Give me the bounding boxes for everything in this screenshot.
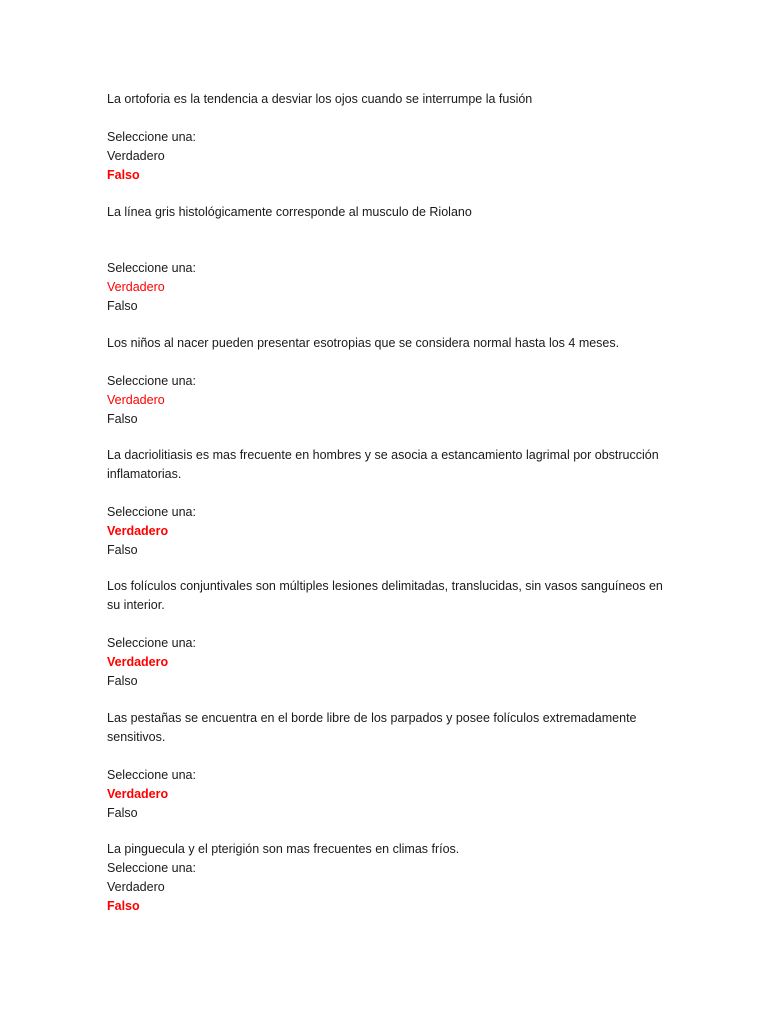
- question-text: Los niños al nacer pueden presentar esotropias que se considera normal hasta los 4 meses.: [107, 336, 620, 350]
- question-4: [107, 446, 667, 560]
- question-7: [107, 840, 667, 916]
- option-false[interactable]: Falso: [107, 299, 138, 313]
- question-6: [107, 709, 667, 823]
- option-false[interactable]: Falso: [107, 412, 138, 426]
- option-true-selected[interactable]: Verdadero: [107, 655, 169, 669]
- select-label: Seleccione una:: [107, 261, 196, 275]
- question-text-cont: sensitivos.: [107, 730, 166, 744]
- option-true[interactable]: Verdadero: [107, 880, 165, 894]
- option-true-selected[interactable]: Verdadero: [107, 524, 169, 538]
- question-text: La ortoforia es la tendencia a desviar los ojos cuando se interrumpe la fusión: [107, 92, 533, 106]
- question-text: La línea gris histológicamente corresponde al musculo de Riolano: [107, 205, 472, 219]
- question-1: [107, 90, 667, 185]
- spacer: [107, 484, 667, 503]
- select-label: Seleccione una:: [107, 505, 196, 519]
- option-false-selected[interactable]: Falso: [107, 899, 140, 913]
- option-false[interactable]: Falso: [107, 543, 138, 557]
- select-label: Seleccione una:: [107, 374, 196, 388]
- question-text: Las pestañas se encuentra en el borde libre de los parpados y posee folículos extremadamente: [107, 711, 637, 725]
- option-false[interactable]: Falso: [107, 806, 138, 820]
- option-true-selected[interactable]: Verdadero: [107, 280, 165, 294]
- question-text-cont: su interior.: [107, 598, 165, 612]
- question-text-cont: inflamatorias.: [107, 467, 182, 481]
- spacer: [107, 615, 667, 634]
- spacer: [107, 747, 667, 766]
- option-true-selected[interactable]: Verdadero: [107, 393, 165, 407]
- option-false-selected[interactable]: Falso: [107, 168, 140, 182]
- option-true[interactable]: Verdadero: [107, 149, 165, 163]
- question-text: Los folículos conjuntivales son múltiples lesiones delimitadas, translucidas, sin vasos sanguíneos en: [107, 579, 663, 593]
- question-2: [107, 203, 667, 316]
- select-label: Seleccione una:: [107, 861, 196, 875]
- option-true-selected[interactable]: Verdadero: [107, 787, 169, 801]
- select-label: Seleccione una:: [107, 636, 196, 650]
- spacer: [107, 222, 667, 259]
- spacer: [107, 353, 667, 372]
- question-3: [107, 334, 667, 429]
- select-label: Seleccione una:: [107, 130, 196, 144]
- option-false[interactable]: Falso: [107, 674, 138, 688]
- question-5: [107, 577, 667, 691]
- select-label: Seleccione una:: [107, 768, 196, 782]
- spacer: [107, 109, 667, 128]
- question-text: La pinguecula y el pterigión son mas frecuentes en climas fríos.: [107, 842, 460, 856]
- question-text: La dacriolitiasis es mas frecuente en hombres y se asocia a estancamiento lagrimal por obstrucción: [107, 448, 659, 462]
